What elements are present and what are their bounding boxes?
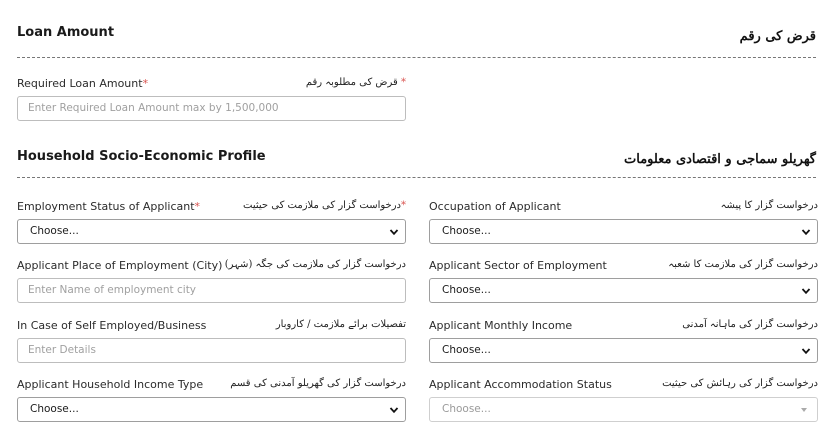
chevron-down-icon [801,227,811,237]
required-loan-amount-field [17,77,406,114]
accommodation-status-field [429,378,818,415]
household-income-type-label: Applicant Household Income Type [17,378,204,391]
chevron-down-icon [389,405,399,415]
self-employed-field [17,319,406,356]
accommodation-status-label-urdu: درخواست گزار کی رہائش کی حیثیت [662,378,818,389]
place-of-employment-field [17,259,406,296]
accommodation-status-select[interactable] [429,397,818,422]
employment-status-label-urdu: *درخواست گزار کی ملازمت کی حیثیت [243,200,406,211]
required-loan-amount-input[interactable]: Enter Required Loan Amount max by 1,500,000 [17,96,406,121]
loan-section-header [17,25,816,45]
employment-status-field [17,200,406,237]
household-section-title: Household Socio-Economic Profile [17,149,266,164]
place-of-employment-input[interactable]: Enter Name of employment city [17,278,406,303]
section-divider [17,57,816,58]
chevron-down-icon [801,346,811,356]
loan-section-title-urdu: قرض کی رقم [739,29,816,44]
place-of-employment-label-urdu: درخواست گزار کی ملازمت کی جگہ (شہر) [224,259,406,270]
chevron-down-icon [801,286,811,296]
household-income-type-field [17,378,406,415]
household-income-type-value: Choose... [30,403,79,415]
monthly-income-field [429,319,818,356]
required-loan-amount-label: Required Loan Amount* [17,77,149,90]
caret-down-icon [801,408,807,412]
occupation-label-urdu: درخواست گزار کا پیشہ [720,200,818,211]
monthly-income-label-urdu: درخواست گزار کی ماہانہ آمدنی [682,319,818,330]
self-employed-label: In Case of Self Employed/Business [17,319,207,332]
accommodation-status-label: Applicant Accommodation Status [429,378,612,391]
required-loan-amount-label-urdu: * قرض کی مطلوبہ رقم [305,77,406,88]
sector-of-employment-label-urdu: درخواست گزار کی ملازمت کا شعبہ [668,259,818,270]
employment-status-select[interactable] [17,219,406,244]
employment-status-value: Choose... [30,225,79,237]
monthly-income-value: Choose... [442,344,491,356]
loan-section-title: Loan Amount [17,25,115,40]
place-of-employment-label: Applicant Place of Employment (City) [17,259,223,272]
self-employed-details-input[interactable]: Enter Details [17,338,406,363]
sector-of-employment-value: Choose... [442,284,491,296]
monthly-income-select[interactable] [429,338,818,363]
chevron-down-icon [389,227,399,237]
sector-of-employment-label: Applicant Sector of Employment [429,259,607,272]
section-divider [17,177,816,178]
employment-status-label: Employment Status of Applicant* [17,200,201,213]
occupation-value: Choose... [442,225,491,237]
household-section-header [17,149,816,171]
occupation-select[interactable] [429,219,818,244]
household-income-type-select[interactable] [17,397,406,422]
sector-of-employment-field [429,259,818,296]
self-employed-label-urdu: تفصیلات برائے ملازمت / کاروبار [275,319,406,330]
accommodation-status-value: Choose... [442,403,491,415]
household-section-title-urdu: گھریلو سماجی و اقتصادی معلومات [624,152,816,167]
household-income-type-label-urdu: درخواست گزار کی گھریلو آمدنی کی قسم [230,378,406,389]
monthly-income-label: Applicant Monthly Income [429,319,573,332]
sector-of-employment-select[interactable] [429,278,818,303]
occupation-label: Occupation of Applicant [429,200,561,213]
occupation-field [429,200,818,237]
